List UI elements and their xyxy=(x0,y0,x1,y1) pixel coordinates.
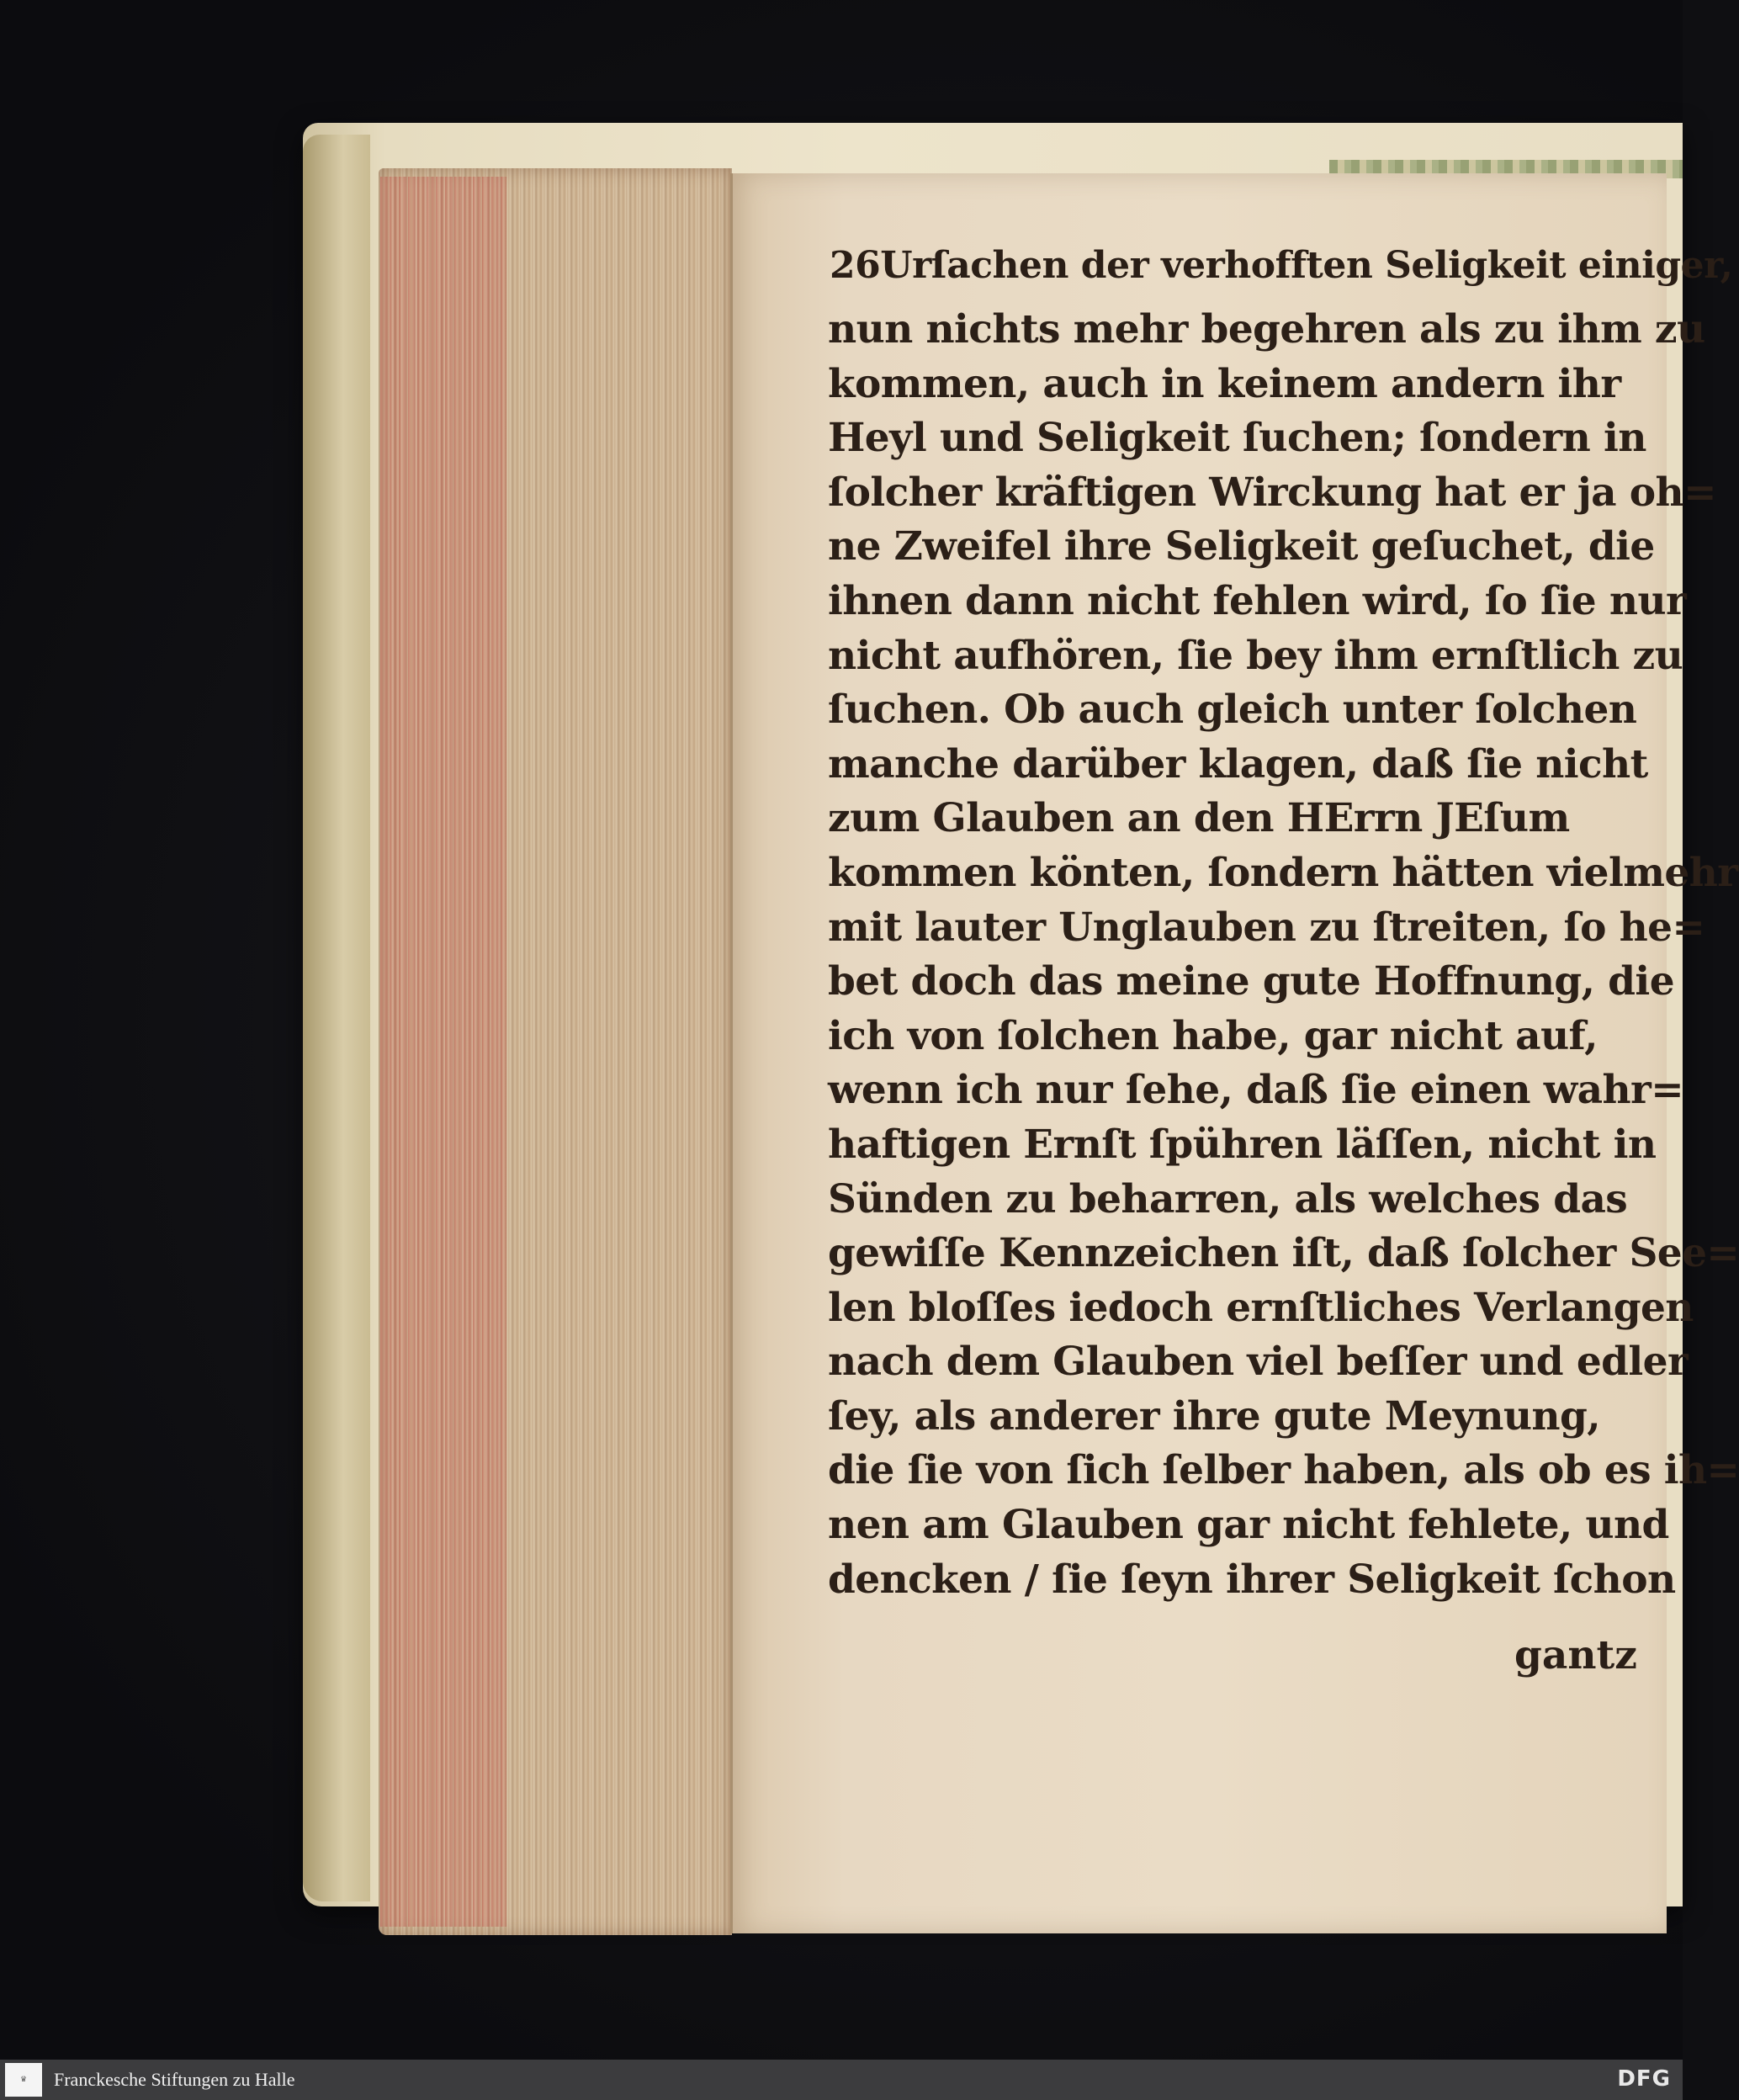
text-line: Sünden zu beharren, als welches das xyxy=(828,1175,1628,1222)
text-line: gewiſſe Kennzeichen iſt, daß ſolcher See= xyxy=(828,1230,1739,1277)
text-line: haftigen Ernſt ſpühren läſſen, nicht in xyxy=(828,1121,1657,1168)
text-line: ich von ſolchen habe, gar nicht auf, xyxy=(828,1012,1598,1059)
text-line: ihnen dann nicht fehlen wird, ſo ſie nur xyxy=(828,577,1687,624)
running-header xyxy=(830,244,1733,294)
text-line: mit lauter Unglauben zu ſtreiten, ſo he= xyxy=(828,904,1705,951)
text-line: Heyl und Seligkeit ſuchen; ſondern in xyxy=(828,415,1646,462)
text-line: nen am Glauben gar nicht fehlete, und xyxy=(828,1502,1669,1549)
text-line: kommen könten, ſondern hätten vielmehr xyxy=(828,849,1738,896)
text-line: ſuchen. Ob auch gleich unter ſolchen xyxy=(828,687,1637,734)
catchword: gantz xyxy=(1514,1632,1637,1678)
text-line: wenn ich nur ſehe, daß ſie einen wahr= xyxy=(828,1067,1683,1114)
institution-logo-icon: ♛ xyxy=(19,2076,28,2084)
text-line: nun nichts mehr begehren als zu ihm zu xyxy=(828,306,1705,353)
text-line: ſolcher kräftigen Wirckung hat er ja oh= xyxy=(828,469,1716,516)
institution-name[interactable]: Franckesche Stiftungen zu Halle xyxy=(54,2069,295,2090)
page-body xyxy=(828,303,1739,1607)
text-line: zum Glauben an den HErrn JEſum xyxy=(828,795,1570,842)
text-line: dencken / ſie ſeyn ihrer Seligkeit ſchon xyxy=(828,1556,1676,1603)
text-line: nach dem Glauben viel beſſer und edler xyxy=(828,1339,1689,1386)
running-head-title: Urſachen der verhofften Seligkeit einiger, xyxy=(880,244,1733,287)
page-number: 26 xyxy=(830,244,881,287)
text-line: kommen, auch in keinem andern ihr xyxy=(828,360,1621,407)
text-line: bet doch das meine gute Hoffnung, die xyxy=(828,958,1674,1005)
viewer-footer xyxy=(0,2060,1683,2100)
text-line: ne Zweifel ihre Seligkeit geſuchet, die xyxy=(828,523,1655,570)
institution-logo[interactable] xyxy=(5,2063,42,2097)
dfg-logo[interactable]: DFG xyxy=(1617,2066,1671,2092)
text-line: len bloſſes iedoch ernſtliches Verlangen xyxy=(828,1284,1694,1331)
text-line: nicht aufhören, ſie bey ihm ernſtlich zu xyxy=(828,632,1683,679)
book-spine xyxy=(303,135,370,1901)
red-page-edges xyxy=(380,177,506,1927)
text-line: die ſie von ſich ſelber haben, als ob es ih= xyxy=(828,1447,1739,1494)
text-line: manche darüber klagen, daß ſie nicht xyxy=(828,740,1648,788)
text-line: ſey, als anderer ihre gute Meynung, xyxy=(828,1392,1601,1440)
